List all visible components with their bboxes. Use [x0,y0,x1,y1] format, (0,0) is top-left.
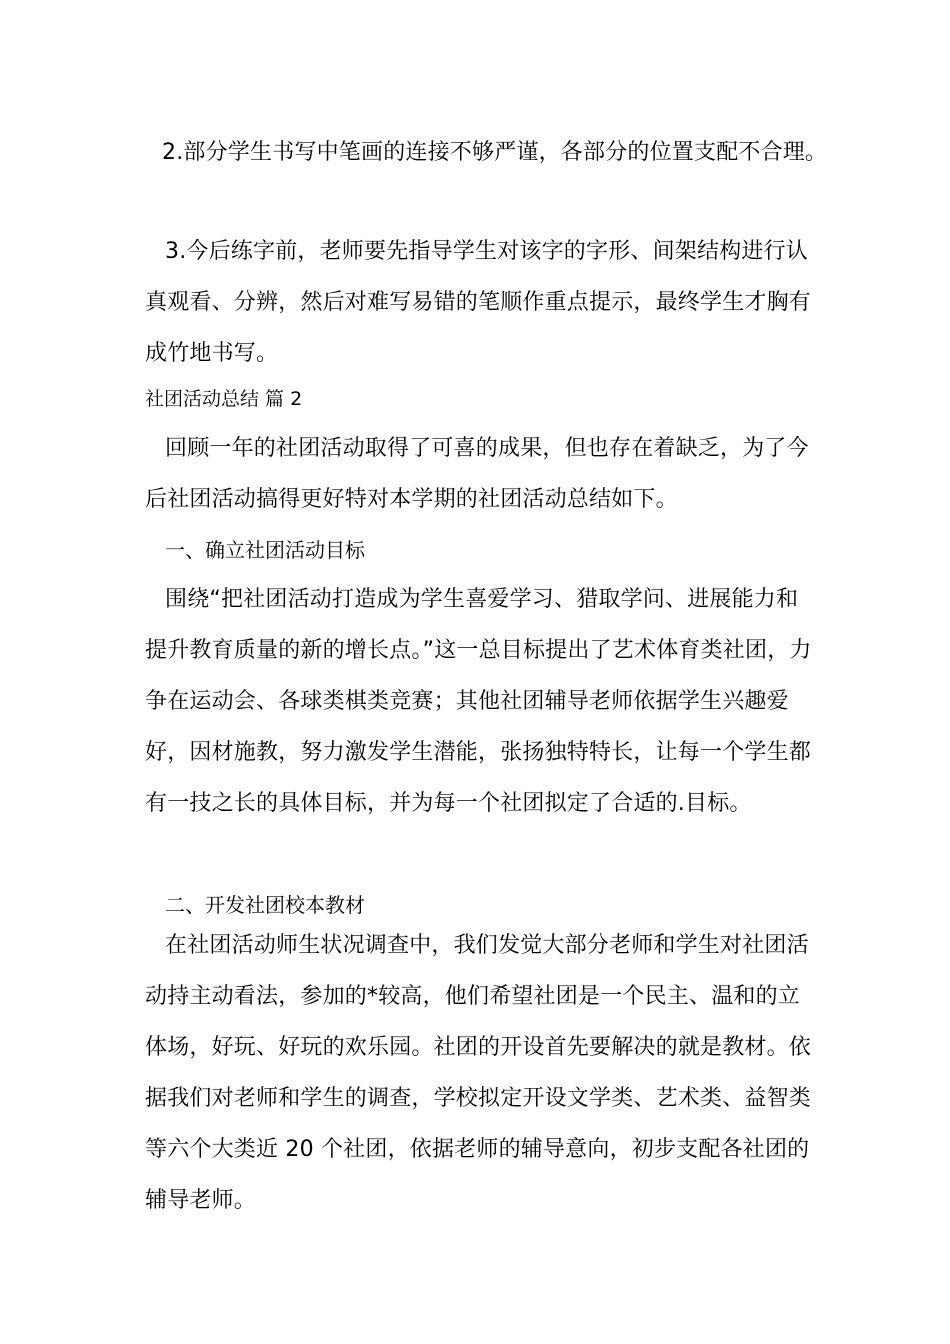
paragraph-item-2: 2.部分学生书写中笔画的连接不够严谨，各部分的位置支配不合理。 [162,140,828,165]
heading-one: 一、确立社团活动目标 [165,538,365,562]
heading-two: 二、开发社团校本教材 [165,893,365,917]
paragraph-item-3: 3.今后练字前，老师要先指导学生对该字的字形、间架结构进行认真观看、分辨，然后对难写易错的笔顺作重点提示，最终学生才胸有成竹地书写。 [145,239,812,366]
paragraph-intro: 回顾一年的社团活动取得了可喜的成果，但也存在着缺乏，为了今后社团活动搞得更好特对本学期的社团活动总结如下。 [145,436,809,512]
paragraph-one: 围绕“把社团活动打造成为学生喜爱学习、猎取学问、进展能力和提升教育质量的新的增长点。”这一总目标提出了艺术体育类社团，力争在运动会、各球类棋类竞赛；其他社团辅导老师依据学生兴趣爱好，因材施教，努力激发学生潜能，张扬独特特长，让每一个学生都有一技之长的具体目标，并为每一个社团拟定了合适的.目标。 [145,587,812,816]
paragraph-two: 在社团活动师生状况调查中，我们发觉大部分老师和学生对社团活动持主动看法，参加的*较高，他们希望社团是一个民主、温和的立体场，好玩、好玩的欢乐园。社团的开设首先要解决的就是教材。依据我们对老师和学生的调查，学校拟定开设文学类、艺术类、益智类等六个大类近 20 个社团，依据老师的辅导意向，初步支配各社团的辅导老师。 [145,933,812,1213]
section-title: 社团活动总结 篇 2 [145,388,303,410]
